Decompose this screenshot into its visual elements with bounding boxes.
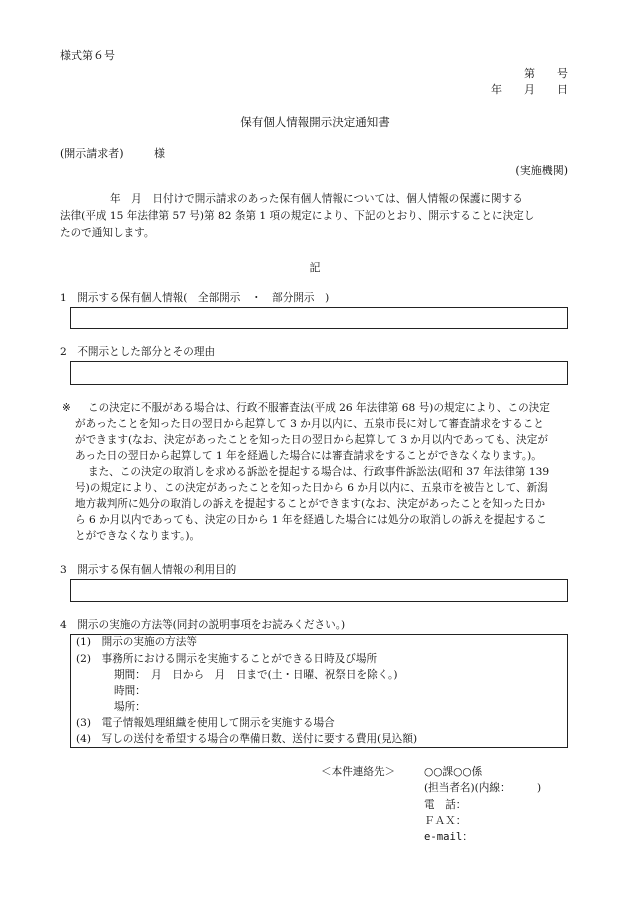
contact-email: e-mail： — [424, 831, 473, 843]
notice-line: また、この決定の取消しを求める訴訟を提起する場合は、行政事件訴訟法(昭和 37 年法律第 139 — [88, 466, 550, 478]
section-2-heading: 2 不開示とした部分とその理由 — [60, 346, 216, 358]
contact-fax: ＦＡＸ： — [424, 815, 467, 827]
recipient-honorific: 様 — [154, 147, 165, 160]
notice-line: ができます(なお、決定があったことを知った日の翌日から起算して 3 か月以内であっても、決定が — [75, 434, 548, 446]
section-3-heading: 3 開示する保有個人情報の利用目的 — [60, 564, 237, 576]
body-line: 年 月 日付けで開示請求のあった保有個人情報については、個人情報の保護に関する — [110, 193, 523, 205]
body-line: たので通知します。 — [60, 227, 155, 239]
method-row: 場所： — [114, 701, 146, 713]
notice-line: 号)の規定により、この決定があったことを知った日から 6 か月以内に、五泉市を被告として、新潟 — [75, 482, 548, 494]
document-date: 年 月 日 — [491, 83, 568, 96]
method-row: 期間： 月 日から 月 日まで(土・日曜、祝祭日を除く。) — [114, 669, 398, 681]
method-row: 時間： — [114, 685, 146, 697]
method-row: (2) 事務所における開示を実施することができる日時及び場所 — [76, 653, 378, 665]
section-3-box — [70, 579, 568, 602]
method-row: (3) 電子情報処理組織を使用して開示を実施する場合 — [76, 717, 335, 729]
issuer-label: (実施機関) — [515, 164, 568, 177]
notice-mark: ※ — [62, 402, 71, 414]
body-line: 法律(平成 15 年法律第 57 号)第 82 条第 1 項の規定により、下記のとおり、開示することに決定し — [60, 210, 535, 222]
section-1-box — [70, 307, 568, 329]
notice-line: ら 6 か月以内であっても、決定の日から 1 年を経過した場合には処分の取消しの訴えを提起するこ — [75, 514, 547, 526]
section-1-heading: 1 開示する保有個人情報( 全部開示 ・ 部分開示 ) — [60, 292, 330, 304]
method-row: (4) 写しの送付を希望する場合の準備日数、送付に要する費用(見込額) — [76, 733, 418, 745]
notice-line: とができなくなります。)。 — [75, 530, 201, 542]
recipient-label: (開示請求者) — [60, 147, 124, 160]
ki-heading: 記 — [309, 261, 321, 274]
notice-line: この決定に不服がある場合は、行政不服審査法(平成 26 年法律第 68 号)の規定により、この決定 — [88, 402, 550, 414]
method-row: (1) 開示の実施の方法等 — [76, 636, 197, 648]
form-number: 様式第６号 — [60, 49, 115, 62]
contact-label: ＜本件連絡先＞ — [321, 766, 396, 778]
notice-line: あった日の翌日から起算して 1 年を経過した場合には審査請求をすることができなくなります。)。 — [75, 450, 542, 462]
contact-person: (担当者名)(内線： ) — [424, 782, 542, 794]
contact-tel: 電 話： — [424, 799, 467, 811]
contact-dept: ○○課○○係 — [424, 766, 483, 778]
notice-line: 地方裁判所に処分の取消しの訴えを提起することができます(なお、決定があったことを知った日か — [75, 498, 546, 510]
notice-line: があったことを知った日の翌日から起算して 3 か月以内に、五泉市長に対して審査請求をすること — [75, 418, 544, 430]
section-2-box — [70, 361, 568, 385]
document-number: 第 号 — [524, 67, 568, 80]
document-title: 保有個人情報開示決定通知書 — [240, 115, 390, 129]
section-4-heading: 4 開示の実施の方法等(同封の説明事項をお読みください。) — [60, 619, 346, 631]
